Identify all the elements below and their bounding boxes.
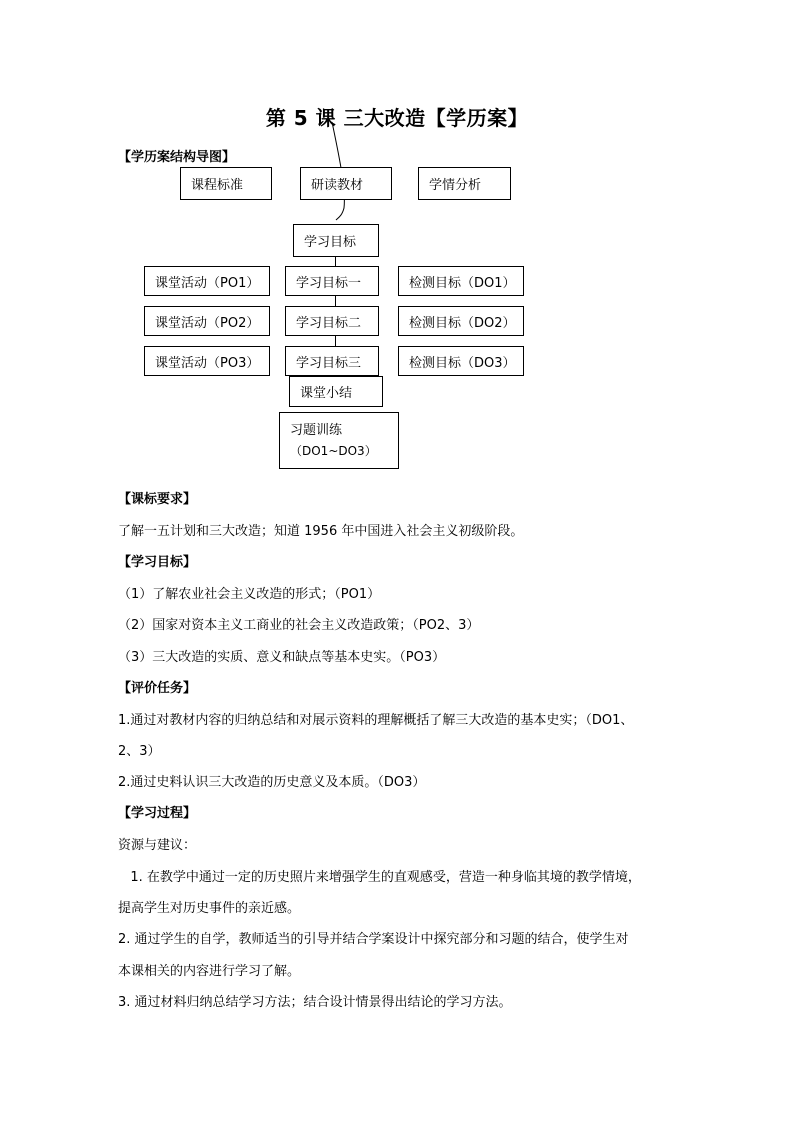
- exercise-label: 习题训练: [290, 422, 343, 438]
- box-learner-analysis: 学情分析: [418, 167, 511, 200]
- process-suggestion-2-cont: 本课相关的内容进行学习了解。: [118, 964, 301, 979]
- box-activity-1: 课堂活动（PO1）: [144, 266, 270, 296]
- box-test-3: 检测目标（DO3）: [398, 346, 524, 376]
- box-goal-3: 学习目标三: [285, 346, 379, 376]
- curriculum-heading: 【课标要求】: [118, 492, 197, 507]
- box-learning-goal: 学习目标: [293, 224, 379, 257]
- box-goal-2: 学习目标二: [285, 306, 379, 336]
- process-heading: 【学习过程】: [118, 806, 197, 821]
- exercise-range: （DO1~DO3）: [290, 443, 377, 458]
- box-test-2: 检测目标（DO2）: [398, 306, 524, 336]
- evaluation-item-2: 2.通过史料认识三大改造的历史意义及本质。（DO3）: [118, 775, 426, 790]
- objective-item-2: （2）国家对资本主义工商业的社会主义改造政策；（PO2、3）: [118, 618, 480, 633]
- process-suggestion-2: 2. 通过学生的自学，教师适当的引导并结合学案设计中探究部分和习题的结合，使学生对: [118, 932, 629, 947]
- process-intro: 资源与建议：: [118, 838, 197, 853]
- objective-item-3: （3）三大改造的实质、意义和缺点等基本史实。（PO3）: [118, 650, 446, 665]
- evaluation-item-1-cont: 2、3）: [118, 744, 161, 759]
- box-class-summary: 课堂小结: [289, 376, 383, 407]
- box-test-1: 检测目标（DO1）: [398, 266, 524, 296]
- box-activity-3: 课堂活动（PO3）: [144, 346, 270, 376]
- connector-line: [335, 336, 336, 346]
- objective-item-1: （1）了解农业社会主义改造的形式；（PO1）: [118, 587, 381, 602]
- curriculum-text: 了解一五计划和三大改造；知道 1956 年中国进入社会主义初级阶段。: [118, 524, 524, 539]
- box-goal-1: 学习目标一: [285, 266, 379, 296]
- process-suggestion-1-cont: 提高学生对历史事件的亲近感。: [118, 901, 301, 916]
- page-title: 第 5 课 三大改造【学历案】: [265, 106, 529, 130]
- process-suggestion-3: 3. 通过材料归纳总结学习方法；结合设计情景得出结论的学习方法。: [118, 995, 512, 1010]
- box-activity-2: 课堂活动（PO2）: [144, 306, 270, 336]
- objectives-heading: 【学习目标】: [118, 555, 197, 570]
- evaluation-item-1: 1.通过对教材内容的归纳总结和对展示资料的理解概括了解三大改造的基本史实；（DO1、: [118, 713, 634, 728]
- connector-line: [335, 296, 336, 306]
- process-suggestion-1: 1. 在教学中通过一定的历史照片来增强学生的直观感受，营造一种身临其境的教学情境，: [118, 870, 641, 885]
- box-textbook-study: 研读教材: [300, 167, 392, 200]
- evaluation-heading: 【评价任务】: [118, 681, 197, 696]
- structure-map-heading: 【学历案结构导图】: [118, 150, 236, 165]
- box-exercise: [279, 412, 399, 469]
- box-curriculum-standard: 课程标准: [180, 167, 272, 200]
